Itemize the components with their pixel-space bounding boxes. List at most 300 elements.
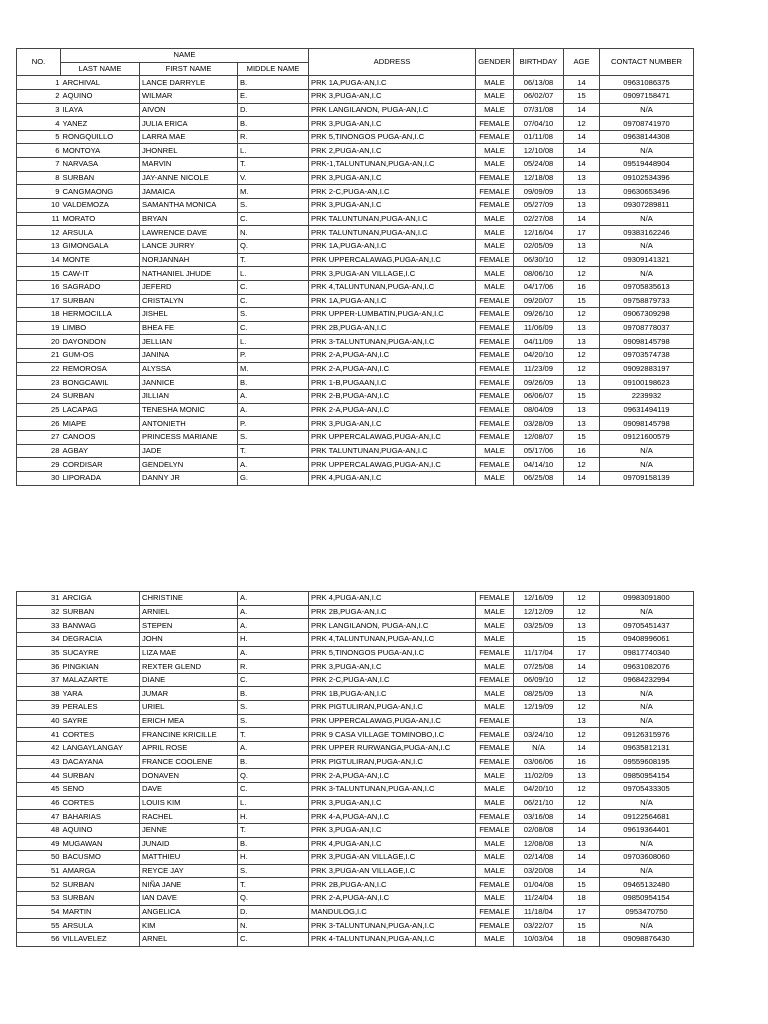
cell-first-name: NORJANNAH [140,253,238,267]
cell-first-name: REXTER GLEND [140,660,238,674]
cell-address: PRK 4,PUGA-AN,I.C [309,471,476,485]
cell-last-name: SAYRE [61,714,140,728]
cell-age: 12 [564,267,600,281]
cell-middle-name: B. [238,687,309,701]
cell-last-name: SURBAN [61,605,140,619]
cell-row-number: 32 [17,605,61,619]
cell-row-number: 15 [17,267,61,281]
cell-contact-number: 09708778037 [600,321,694,335]
cell-address: PRK 2-A,PUGA-AN,I.C [309,349,476,363]
cell-contact-number: 09850954154 [600,892,694,906]
cell-birthday: 07/04/10 [514,117,564,131]
cell-last-name: SURBAN [61,294,140,308]
header-gender: GENDER [476,49,514,76]
cell-gender: FEMALE [476,117,514,131]
cell-birthday: 11/18/04 [514,905,564,919]
cell-birthday [514,714,564,728]
cell-birthday: 11/24/04 [514,892,564,906]
cell-gender: FEMALE [476,714,514,728]
header-last-name: LAST NAME [61,62,140,76]
table-row [17,905,694,919]
cell-contact-number: 09703608060 [600,851,694,865]
cell-first-name: LANCE DARRYLE [140,76,238,90]
cell-age: 12 [564,592,600,606]
table-row [17,308,694,322]
cell-row-number: 28 [17,444,61,458]
cell-gender: MALE [476,619,514,633]
cell-gender: MALE [476,660,514,674]
cell-contact-number: 09126315976 [600,728,694,742]
cell-address: PRK 1A,PUGA-AN,I.C [309,76,476,90]
cell-gender: MALE [476,769,514,783]
cell-first-name: WILMAR [140,89,238,103]
cell-address: PRK 4,PUGA-AN,I.C [309,592,476,606]
cell-first-name: JUMAR [140,687,238,701]
table-row [17,646,694,660]
cell-birthday: 02/27/08 [514,212,564,226]
cell-row-number: 8 [17,171,61,185]
table-row [17,892,694,906]
cell-birthday: 04/11/09 [514,335,564,349]
cell-first-name: JAY-ANNE NICOLE [140,171,238,185]
cell-contact-number: 09631086375 [600,76,694,90]
cell-address: PRK LANGILANON, PUGA-AN,I.C [309,619,476,633]
cell-gender: FEMALE [476,810,514,824]
cell-address: PRK 3-TALUNTUNAN,PUGA-AN,I.C [309,919,476,933]
cell-first-name: MARVIN [140,158,238,172]
table-row [17,919,694,933]
cell-middle-name: A. [238,619,309,633]
cell-contact-number: 09684232994 [600,673,694,687]
cell-row-number: 43 [17,755,61,769]
cell-last-name: VALDEMOZA [61,199,140,213]
cell-birthday: 04/20/10 [514,349,564,363]
cell-gender: FEMALE [476,294,514,308]
cell-middle-name: Q. [238,892,309,906]
cell-gender: MALE [476,892,514,906]
table-row [17,592,694,606]
cell-contact-number: N/A [600,444,694,458]
cell-address: PRK UPPERCALAWAG,PUGA-AN,I.C [309,458,476,472]
cell-row-number: 17 [17,294,61,308]
cell-contact-number: 09709158139 [600,471,694,485]
cell-address: PRK 3,PUGA-AN,I.C [309,660,476,674]
cell-birthday: 02/08/08 [514,823,564,837]
cell-age: 16 [564,755,600,769]
cell-last-name: MARTIN [61,905,140,919]
cell-address: PRK 3,PUGA-AN,I.C [309,796,476,810]
cell-last-name: CORTES [61,728,140,742]
cell-gender: MALE [476,471,514,485]
table-row [17,864,694,878]
table-row [17,632,694,646]
table-row [17,823,694,837]
header-middle-name: MIDDLE NAME [238,62,309,76]
cell-middle-name: A. [238,403,309,417]
cell-age: 13 [564,185,600,199]
table-row [17,294,694,308]
cell-contact-number: 09122564681 [600,810,694,824]
cell-last-name: SURBAN [61,769,140,783]
cell-middle-name: H. [238,632,309,646]
cell-row-number: 42 [17,742,61,756]
cell-row-number: 39 [17,701,61,715]
cell-contact-number: N/A [600,687,694,701]
cell-birthday: 08/04/09 [514,403,564,417]
cell-gender: MALE [476,632,514,646]
cell-last-name: CAW-IT [61,267,140,281]
cell-first-name: DAVE [140,782,238,796]
cell-birthday: 04/20/10 [514,782,564,796]
cell-birthday: 11/23/09 [514,362,564,376]
cell-contact-number: 09309141321 [600,253,694,267]
cell-address: PRK 9 CASA VILLAGE TOMINOBO,I.C [309,728,476,742]
cell-contact-number: 09465132480 [600,878,694,892]
cell-birthday: 01/04/08 [514,878,564,892]
cell-birthday: 05/27/09 [514,199,564,213]
cell-gender: FEMALE [476,823,514,837]
cell-contact-number: N/A [600,919,694,933]
cell-birthday: 06/09/10 [514,673,564,687]
cell-row-number: 30 [17,471,61,485]
cell-last-name: LIPORADA [61,471,140,485]
cell-age: 17 [564,226,600,240]
cell-gender: MALE [476,851,514,865]
cell-address: PRK 3,PUGA-AN VILLAGE,I.C [309,851,476,865]
cell-age: 12 [564,362,600,376]
cell-birthday: 09/20/07 [514,294,564,308]
table-row [17,701,694,715]
cell-birthday: 05/24/08 [514,158,564,172]
cell-row-number: 37 [17,673,61,687]
header-contact: CONTACT NUMBER [600,49,694,76]
table-row [17,403,694,417]
cell-first-name: CRISTALYN [140,294,238,308]
cell-birthday: 02/14/08 [514,851,564,865]
cell-row-number: 18 [17,308,61,322]
cell-contact-number: 09098145798 [600,335,694,349]
cell-row-number: 44 [17,769,61,783]
cell-age: 14 [564,660,600,674]
cell-age: 14 [564,471,600,485]
cell-first-name: LIZA MAE [140,646,238,660]
cell-middle-name: A. [238,646,309,660]
cell-gender: FEMALE [476,403,514,417]
cell-row-number: 52 [17,878,61,892]
cell-last-name: ILAYA [61,103,140,117]
cell-age: 14 [564,130,600,144]
table-row [17,417,694,431]
cell-gender: FEMALE [476,417,514,431]
cell-contact-number: N/A [600,239,694,253]
cell-row-number: 34 [17,632,61,646]
cell-first-name: LOUIS KIM [140,796,238,810]
cell-middle-name: Q. [238,769,309,783]
cell-address: PRK TALUNTUNAN,PUGA-AN,I.C [309,226,476,240]
cell-middle-name: C. [238,782,309,796]
cell-contact-number: N/A [600,144,694,158]
cell-first-name: ERICH MEA [140,714,238,728]
cell-age: 16 [564,444,600,458]
cell-address: PRK TALUNTUNAN,PUGA-AN,I.C [309,212,476,226]
cell-last-name: PERALES [61,701,140,715]
cell-birthday: 12/10/08 [514,144,564,158]
cell-age: 14 [564,76,600,90]
cell-address: PRK 2-A,PUGA-AN,I.C [309,362,476,376]
cell-last-name: SURBAN [61,892,140,906]
cell-age: 12 [564,701,600,715]
cell-first-name: ANTONIETH [140,417,238,431]
cell-age: 14 [564,823,600,837]
cell-gender: FEMALE [476,335,514,349]
cell-last-name: AGBAY [61,444,140,458]
cell-gender: MALE [476,933,514,947]
cell-last-name: DACAYANA [61,755,140,769]
cell-gender: FEMALE [476,130,514,144]
cell-gender: MALE [476,267,514,281]
cell-address: PRK 4,PUGA-AN,I.C [309,837,476,851]
cell-gender: FEMALE [476,592,514,606]
cell-contact-number: 09098876430 [600,933,694,947]
cell-age: 14 [564,851,600,865]
cell-middle-name: S. [238,199,309,213]
cell-row-number: 47 [17,810,61,824]
cell-gender: FEMALE [476,253,514,267]
cell-last-name: ARSULA [61,919,140,933]
cell-address: PRK 3-TALUNTUNAN,PUGA-AN,I.C [309,782,476,796]
cell-age: 12 [564,349,600,363]
cell-first-name: JANNICE [140,376,238,390]
cell-gender: FEMALE [476,728,514,742]
cell-age: 13 [564,171,600,185]
table-row [17,471,694,485]
cell-contact-number: N/A [600,864,694,878]
cell-age: 13 [564,335,600,349]
cell-last-name: MONTOYA [61,144,140,158]
cell-birthday: 03/28/09 [514,417,564,431]
cell-last-name: SURBAN [61,878,140,892]
table-row [17,335,694,349]
cell-first-name: IAN DAVE [140,892,238,906]
cell-row-number: 16 [17,280,61,294]
cell-age: 13 [564,714,600,728]
cell-first-name: LAWRENCE DAVE [140,226,238,240]
cell-first-name: FRANCE COOLENE [140,755,238,769]
cell-age: 15 [564,390,600,404]
cell-gender: FEMALE [476,199,514,213]
cell-middle-name: C. [238,673,309,687]
cell-age: 14 [564,158,600,172]
cell-address: PRK PIGTULIRAN,PUGA-AN,I.C [309,755,476,769]
cell-contact-number: 0953470750 [600,905,694,919]
table-row [17,660,694,674]
cell-contact-number: 09705451437 [600,619,694,633]
cell-contact-number: N/A [600,103,694,117]
cell-address: PRK 3,PUGA-AN,I.C [309,89,476,103]
cell-gender: MALE [476,444,514,458]
cell-middle-name: H. [238,851,309,865]
cell-first-name: DONAVEN [140,769,238,783]
cell-contact-number: 09850954154 [600,769,694,783]
cell-row-number: 24 [17,390,61,404]
cell-address: PRK 1-B,PUGAAN,I.C [309,376,476,390]
cell-middle-name: T. [238,158,309,172]
cell-first-name: ARNEL [140,933,238,947]
table-row [17,349,694,363]
cell-birthday: 09/09/09 [514,185,564,199]
cell-first-name: LARRA MAE [140,130,238,144]
cell-address: PRK UPPERCALAWAG,PUGA-AN,I.C [309,253,476,267]
cell-address: PRK 3,PUGA-AN VILLAGE,I.C [309,267,476,281]
cell-birthday: 03/06/06 [514,755,564,769]
cell-last-name: MUGAWAN [61,837,140,851]
table-row [17,280,694,294]
cell-last-name: MIAPE [61,417,140,431]
cell-middle-name: D. [238,905,309,919]
cell-birthday: 11/17/04 [514,646,564,660]
cell-contact-number: N/A [600,212,694,226]
table-row [17,76,694,90]
cell-address: PRK 4,TALUNTUNAN,PUGA-AN,I.C [309,632,476,646]
cell-age: 13 [564,199,600,213]
cell-contact-number: 09758879733 [600,294,694,308]
cell-age: 17 [564,905,600,919]
cell-birthday: 11/02/09 [514,769,564,783]
cell-middle-name: H. [238,810,309,824]
cell-birthday: N/A [514,742,564,756]
cell-gender: FEMALE [476,673,514,687]
cell-contact-number: 09817740340 [600,646,694,660]
cell-middle-name: S. [238,714,309,728]
cell-address: PRK 2-B,PUGA-AN,I.C [309,390,476,404]
cell-address: PRK 2,PUGA-AN,I.C [309,144,476,158]
cell-row-number: 7 [17,158,61,172]
cell-gender: FEMALE [476,878,514,892]
table-row [17,321,694,335]
cell-birthday: 06/25/08 [514,471,564,485]
cell-age: 14 [564,742,600,756]
cell-birthday: 06/21/10 [514,796,564,810]
cell-first-name: JELLIAN [140,335,238,349]
cell-middle-name: S. [238,864,309,878]
cell-row-number: 13 [17,239,61,253]
cell-age: 13 [564,321,600,335]
cell-address: MANDULOG,I.C [309,905,476,919]
cell-age: 13 [564,687,600,701]
cell-age: 14 [564,864,600,878]
cell-birthday: 11/06/09 [514,321,564,335]
cell-contact-number: 09983091800 [600,592,694,606]
table-row [17,782,694,796]
cell-birthday: 05/17/06 [514,444,564,458]
cell-middle-name: B. [238,376,309,390]
cell-first-name: JENNE [140,823,238,837]
cell-row-number: 45 [17,782,61,796]
cell-birthday: 09/26/10 [514,308,564,322]
cell-first-name: REYCE JAY [140,864,238,878]
cell-middle-name: D. [238,103,309,117]
cell-last-name: MALAZARTE [61,673,140,687]
cell-last-name: VILLAVELEZ [61,933,140,947]
cell-address: PRK 2-A,PUGA-AN,I.C [309,769,476,783]
cell-last-name: NARVASA [61,158,140,172]
cell-last-name: SURBAN [61,171,140,185]
table-row [17,769,694,783]
cell-last-name: GIMONGALA [61,239,140,253]
cell-middle-name: B. [238,76,309,90]
cell-age: 13 [564,769,600,783]
cell-row-number: 25 [17,403,61,417]
cell-middle-name: N. [238,919,309,933]
cell-last-name: BANWAG [61,619,140,633]
cell-address: PRK 3,PUGA-AN,I.C [309,171,476,185]
cell-row-number: 11 [17,212,61,226]
cell-middle-name: B. [238,117,309,131]
cell-middle-name: G. [238,471,309,485]
cell-age: 12 [564,796,600,810]
cell-first-name: RACHEL [140,810,238,824]
cell-first-name: JADE [140,444,238,458]
cell-age: 12 [564,782,600,796]
cell-last-name: BONGCAWIL [61,376,140,390]
cell-middle-name: T. [238,444,309,458]
cell-row-number: 26 [17,417,61,431]
cell-contact-number: 09703574738 [600,349,694,363]
header-address: ADDRESS [309,49,476,76]
cell-first-name: ALYSSA [140,362,238,376]
cell-gender: MALE [476,89,514,103]
cell-contact-number: N/A [600,605,694,619]
cell-contact-number: 09098145798 [600,417,694,431]
cell-last-name: SENO [61,782,140,796]
cell-row-number: 1 [17,76,61,90]
table-row [17,796,694,810]
cell-age: 14 [564,212,600,226]
cell-gender: FEMALE [476,308,514,322]
cell-last-name: CANGMAONG [61,185,140,199]
table-row [17,362,694,376]
cell-age: 13 [564,417,600,431]
cell-birthday: 12/18/08 [514,171,564,185]
cell-last-name: SURBAN [61,390,140,404]
cell-gender: FEMALE [476,362,514,376]
cell-last-name: HERMOCILLA [61,308,140,322]
table-row [17,687,694,701]
cell-middle-name: S. [238,430,309,444]
table-row [17,89,694,103]
table-row [17,742,694,756]
cell-middle-name: P. [238,417,309,431]
cell-contact-number: 09408996061 [600,632,694,646]
table-row [17,837,694,851]
cell-birthday: 08/06/10 [514,267,564,281]
cell-gender: FEMALE [476,458,514,472]
cell-contact-number: 09631082076 [600,660,694,674]
cell-contact-number: 09638144308 [600,130,694,144]
cell-first-name: TENESHA MONIC [140,403,238,417]
cell-middle-name: C. [238,294,309,308]
cell-row-number: 50 [17,851,61,865]
cell-gender: MALE [476,212,514,226]
cell-address: PRK 1A,PUGA-AN,I.C [309,294,476,308]
cell-first-name: DANNY JR [140,471,238,485]
cell-age: 15 [564,294,600,308]
cell-middle-name: T. [238,728,309,742]
cell-gender: MALE [476,837,514,851]
cell-gender: MALE [476,239,514,253]
cell-age: 12 [564,673,600,687]
table-row [17,185,694,199]
